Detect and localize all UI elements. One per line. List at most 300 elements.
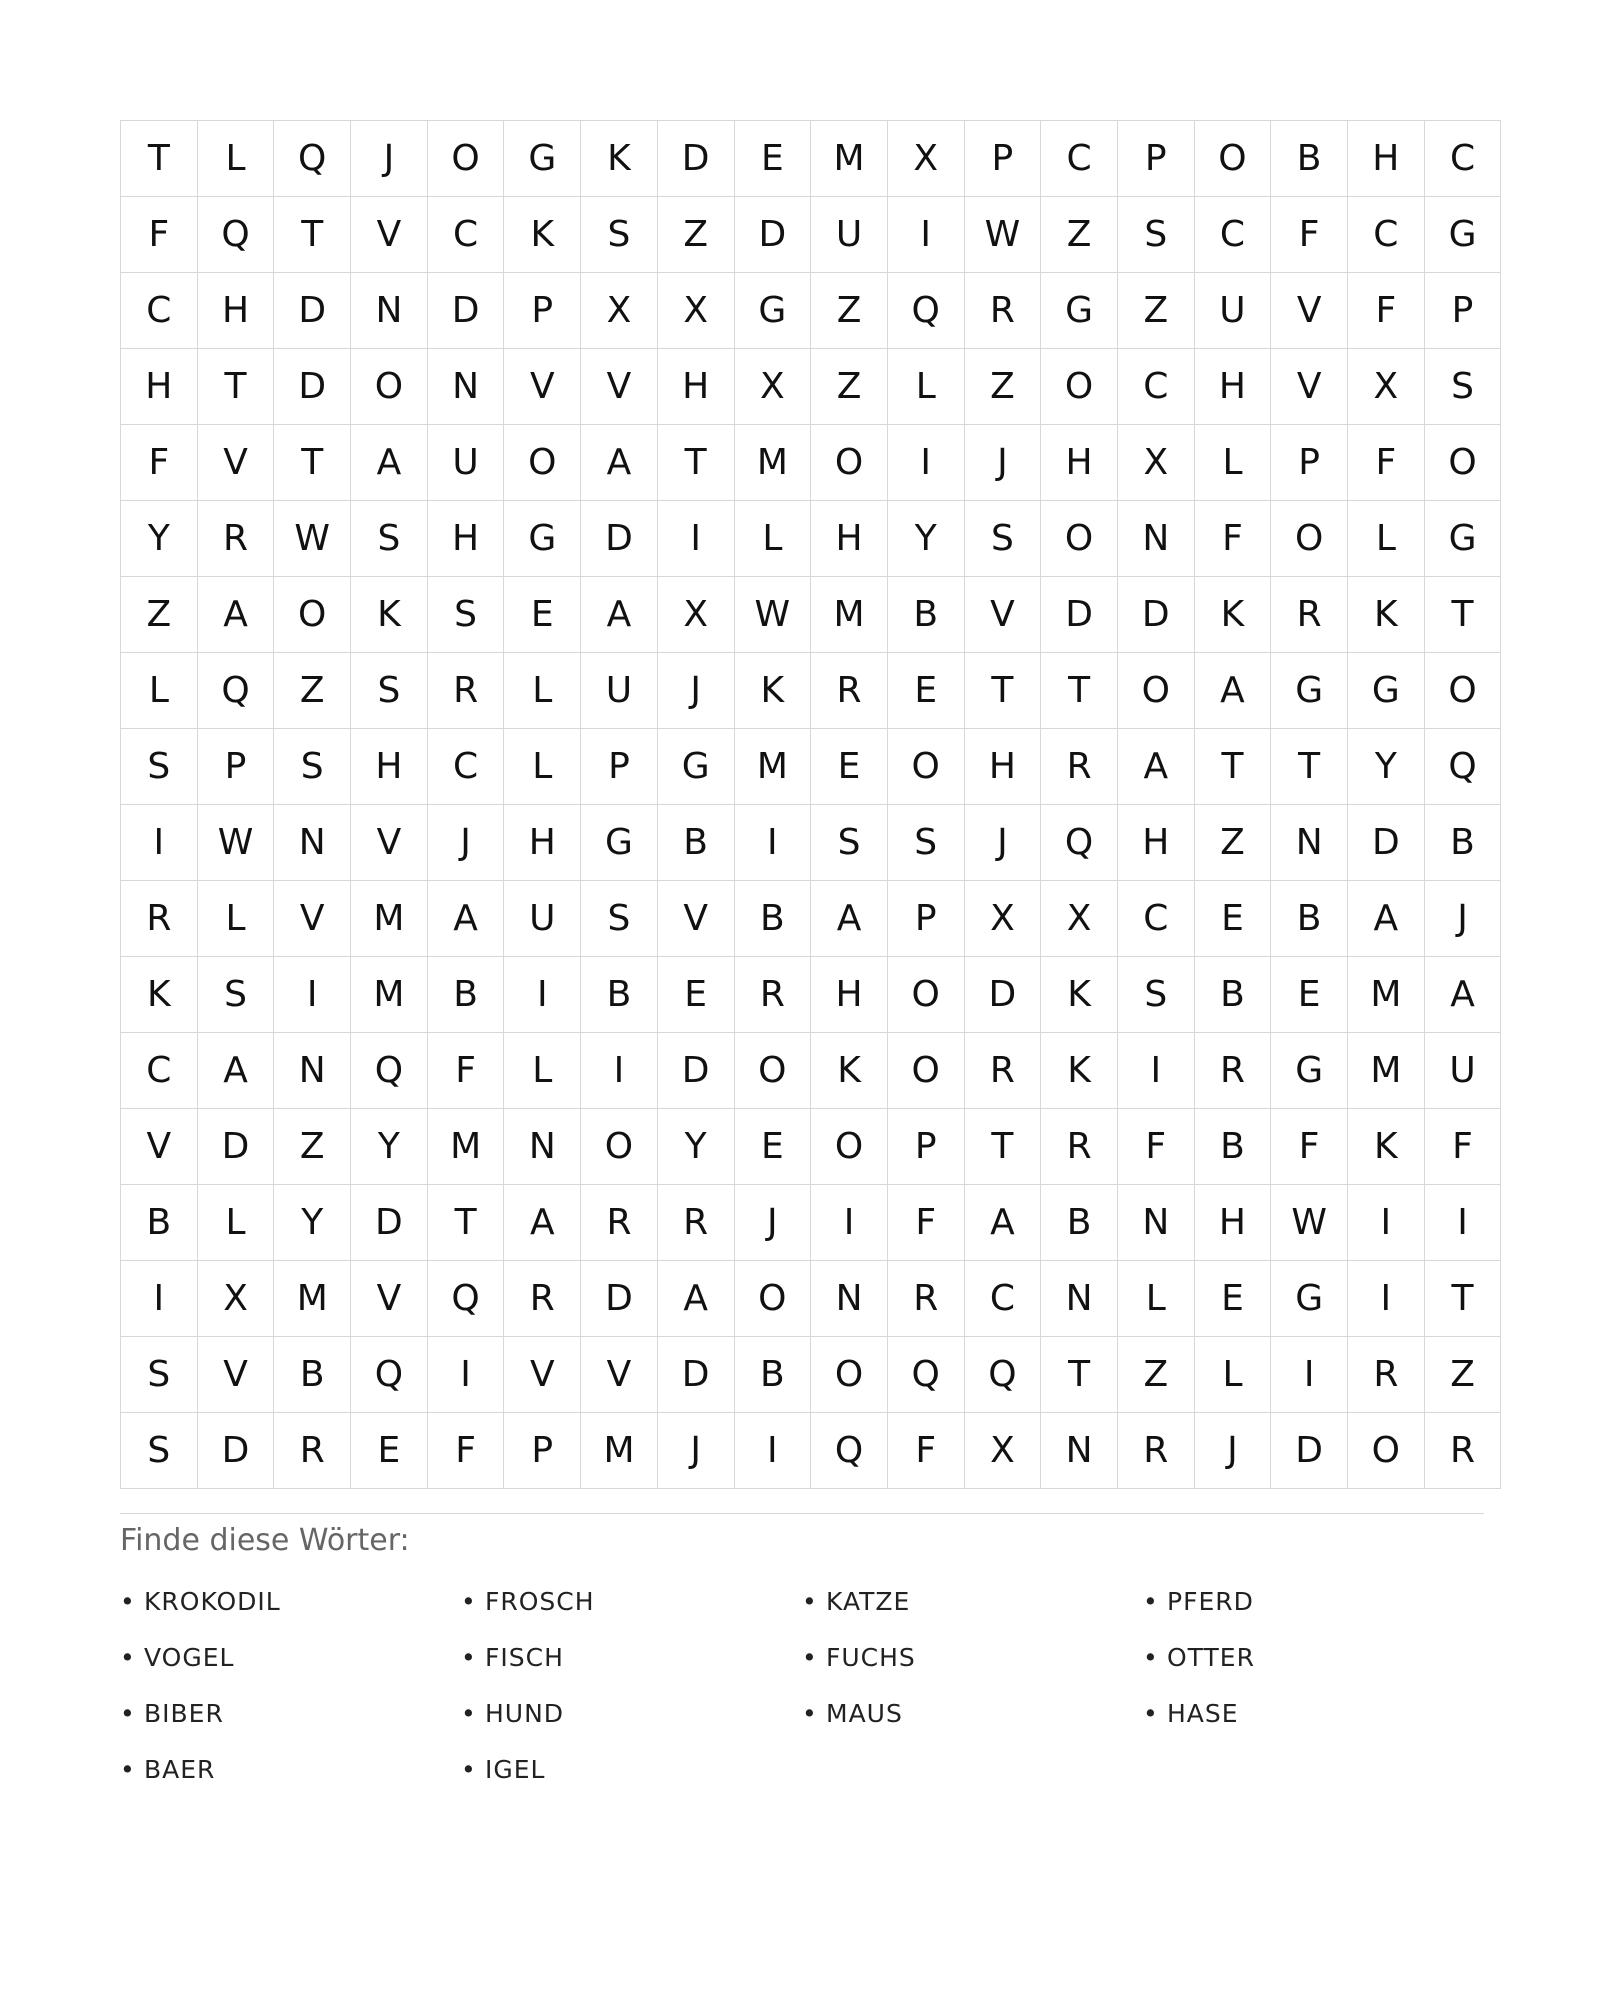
grid-cell[interactable]: P bbox=[887, 881, 964, 957]
grid-cell[interactable]: I bbox=[121, 1261, 198, 1337]
grid-cell[interactable]: Z bbox=[1117, 273, 1194, 349]
grid-cell[interactable]: L bbox=[887, 349, 964, 425]
grid-cell[interactable]: O bbox=[887, 957, 964, 1033]
grid-cell[interactable]: Y bbox=[1348, 729, 1425, 805]
grid-cell[interactable]: R bbox=[964, 1033, 1041, 1109]
grid-cell[interactable]: E bbox=[504, 577, 581, 653]
grid-cell[interactable]: S bbox=[887, 805, 964, 881]
grid-cell[interactable]: A bbox=[427, 881, 504, 957]
grid-cell[interactable]: V bbox=[1271, 273, 1348, 349]
grid-cell[interactable]: D bbox=[274, 349, 351, 425]
grid-cell[interactable]: N bbox=[274, 1033, 351, 1109]
grid-cell[interactable]: H bbox=[427, 501, 504, 577]
grid-cell[interactable]: G bbox=[1271, 653, 1348, 729]
grid-cell[interactable]: B bbox=[581, 957, 658, 1033]
grid-cell[interactable]: D bbox=[1041, 577, 1118, 653]
grid-cell[interactable]: C bbox=[1117, 349, 1194, 425]
grid-cell[interactable]: U bbox=[811, 197, 888, 273]
grid-cell[interactable]: O bbox=[1041, 501, 1118, 577]
grid-cell[interactable]: L bbox=[504, 1033, 581, 1109]
grid-cell[interactable]: R bbox=[811, 653, 888, 729]
grid-cell[interactable]: I bbox=[427, 1337, 504, 1413]
grid-cell[interactable]: B bbox=[1271, 121, 1348, 197]
grid-cell[interactable]: F bbox=[1271, 1109, 1348, 1185]
grid-cell[interactable]: F bbox=[427, 1033, 504, 1109]
grid-cell[interactable]: V bbox=[197, 425, 274, 501]
grid-cell[interactable]: C bbox=[121, 273, 198, 349]
grid-cell[interactable]: T bbox=[197, 349, 274, 425]
grid-cell[interactable]: H bbox=[351, 729, 428, 805]
grid-cell[interactable]: H bbox=[197, 273, 274, 349]
grid-cell[interactable]: F bbox=[121, 197, 198, 273]
grid-cell[interactable]: L bbox=[197, 881, 274, 957]
grid-cell[interactable]: N bbox=[1117, 1185, 1194, 1261]
grid-cell[interactable]: D bbox=[1348, 805, 1425, 881]
grid-cell[interactable]: X bbox=[657, 273, 734, 349]
grid-cell[interactable]: J bbox=[657, 1413, 734, 1489]
grid-cell[interactable]: L bbox=[1194, 1337, 1271, 1413]
grid-cell[interactable]: U bbox=[504, 881, 581, 957]
grid-cell[interactable]: T bbox=[657, 425, 734, 501]
grid-cell[interactable]: C bbox=[1041, 121, 1118, 197]
grid-cell[interactable]: R bbox=[657, 1185, 734, 1261]
grid-cell[interactable]: P bbox=[1271, 425, 1348, 501]
grid-cell[interactable]: O bbox=[1424, 425, 1501, 501]
grid-cell[interactable]: O bbox=[427, 121, 504, 197]
grid-cell[interactable]: Q bbox=[197, 653, 274, 729]
grid-cell[interactable]: F bbox=[1348, 273, 1425, 349]
grid-cell[interactable]: W bbox=[1271, 1185, 1348, 1261]
grid-cell[interactable]: B bbox=[1424, 805, 1501, 881]
grid-cell[interactable]: Z bbox=[1041, 197, 1118, 273]
grid-cell[interactable]: O bbox=[811, 1337, 888, 1413]
grid-cell[interactable]: W bbox=[734, 577, 811, 653]
grid-cell[interactable]: I bbox=[581, 1033, 658, 1109]
grid-cell[interactable]: A bbox=[1194, 653, 1271, 729]
grid-cell[interactable]: H bbox=[1117, 805, 1194, 881]
grid-cell[interactable]: H bbox=[1194, 1185, 1271, 1261]
grid-cell[interactable]: F bbox=[1194, 501, 1271, 577]
grid-cell[interactable]: D bbox=[581, 1261, 658, 1337]
grid-cell[interactable]: G bbox=[504, 501, 581, 577]
grid-cell[interactable]: L bbox=[504, 653, 581, 729]
grid-cell[interactable]: C bbox=[1348, 197, 1425, 273]
grid-cell[interactable]: T bbox=[274, 425, 351, 501]
grid-cell[interactable]: G bbox=[504, 121, 581, 197]
grid-cell[interactable]: V bbox=[274, 881, 351, 957]
grid-cell[interactable]: R bbox=[427, 653, 504, 729]
grid-cell[interactable]: Z bbox=[657, 197, 734, 273]
grid-cell[interactable]: A bbox=[351, 425, 428, 501]
grid-cell[interactable]: Q bbox=[887, 1337, 964, 1413]
grid-cell[interactable]: X bbox=[1117, 425, 1194, 501]
grid-cell[interactable]: H bbox=[811, 957, 888, 1033]
grid-cell[interactable]: D bbox=[427, 273, 504, 349]
grid-cell[interactable]: Q bbox=[1424, 729, 1501, 805]
grid-cell[interactable]: D bbox=[581, 501, 658, 577]
grid-cell[interactable]: O bbox=[734, 1261, 811, 1337]
grid-cell[interactable]: C bbox=[121, 1033, 198, 1109]
grid-cell[interactable]: S bbox=[351, 653, 428, 729]
grid-cell[interactable]: J bbox=[964, 425, 1041, 501]
grid-cell[interactable]: O bbox=[887, 729, 964, 805]
grid-cell[interactable]: W bbox=[197, 805, 274, 881]
grid-cell[interactable]: F bbox=[427, 1413, 504, 1489]
grid-cell[interactable]: V bbox=[504, 1337, 581, 1413]
grid-cell[interactable]: J bbox=[351, 121, 428, 197]
grid-cell[interactable]: V bbox=[351, 197, 428, 273]
grid-cell[interactable]: R bbox=[581, 1185, 658, 1261]
grid-cell[interactable]: I bbox=[811, 1185, 888, 1261]
grid-cell[interactable]: Y bbox=[121, 501, 198, 577]
grid-cell[interactable]: L bbox=[1348, 501, 1425, 577]
grid-cell[interactable]: U bbox=[1424, 1033, 1501, 1109]
grid-cell[interactable]: I bbox=[734, 1413, 811, 1489]
grid-cell[interactable]: P bbox=[1424, 273, 1501, 349]
grid-cell[interactable]: Q bbox=[351, 1033, 428, 1109]
grid-cell[interactable]: K bbox=[504, 197, 581, 273]
grid-cell[interactable]: E bbox=[1271, 957, 1348, 1033]
grid-cell[interactable]: T bbox=[964, 1109, 1041, 1185]
grid-cell[interactable]: O bbox=[811, 1109, 888, 1185]
grid-cell[interactable]: G bbox=[1041, 273, 1118, 349]
grid-cell[interactable]: S bbox=[581, 197, 658, 273]
grid-cell[interactable]: T bbox=[1194, 729, 1271, 805]
grid-cell[interactable]: Q bbox=[887, 273, 964, 349]
grid-cell[interactable]: R bbox=[1041, 729, 1118, 805]
grid-cell[interactable]: A bbox=[197, 1033, 274, 1109]
grid-cell[interactable]: A bbox=[197, 577, 274, 653]
grid-cell[interactable]: T bbox=[121, 121, 198, 197]
grid-cell[interactable]: I bbox=[1271, 1337, 1348, 1413]
grid-cell[interactable]: P bbox=[964, 121, 1041, 197]
grid-cell[interactable]: A bbox=[581, 425, 658, 501]
grid-cell[interactable]: K bbox=[811, 1033, 888, 1109]
grid-cell[interactable]: T bbox=[1271, 729, 1348, 805]
grid-cell[interactable]: X bbox=[964, 881, 1041, 957]
grid-cell[interactable]: Q bbox=[351, 1337, 428, 1413]
grid-cell[interactable]: X bbox=[581, 273, 658, 349]
grid-cell[interactable]: D bbox=[657, 1337, 734, 1413]
grid-cell[interactable]: S bbox=[1424, 349, 1501, 425]
grid-cell[interactable]: G bbox=[1424, 501, 1501, 577]
grid-cell[interactable]: B bbox=[1041, 1185, 1118, 1261]
grid-cell[interactable]: I bbox=[1424, 1185, 1501, 1261]
grid-cell[interactable]: L bbox=[504, 729, 581, 805]
grid-cell[interactable]: F bbox=[121, 425, 198, 501]
grid-cell[interactable]: E bbox=[811, 729, 888, 805]
grid-cell[interactable]: S bbox=[964, 501, 1041, 577]
grid-cell[interactable]: I bbox=[121, 805, 198, 881]
grid-cell[interactable]: A bbox=[964, 1185, 1041, 1261]
grid-cell[interactable]: V bbox=[121, 1109, 198, 1185]
grid-cell[interactable]: M bbox=[1348, 957, 1425, 1033]
grid-cell[interactable]: U bbox=[427, 425, 504, 501]
grid-cell[interactable]: O bbox=[1424, 653, 1501, 729]
grid-cell[interactable]: Z bbox=[121, 577, 198, 653]
grid-cell[interactable]: Q bbox=[197, 197, 274, 273]
grid-cell[interactable]: N bbox=[1041, 1261, 1118, 1337]
grid-cell[interactable]: S bbox=[121, 1413, 198, 1489]
grid-cell[interactable]: X bbox=[657, 577, 734, 653]
grid-cell[interactable]: K bbox=[1194, 577, 1271, 653]
grid-cell[interactable]: F bbox=[887, 1413, 964, 1489]
grid-cell[interactable]: R bbox=[274, 1413, 351, 1489]
grid-cell[interactable]: L bbox=[197, 121, 274, 197]
grid-cell[interactable]: Y bbox=[274, 1185, 351, 1261]
grid-cell[interactable]: O bbox=[504, 425, 581, 501]
grid-cell[interactable]: K bbox=[1348, 1109, 1425, 1185]
grid-cell[interactable]: J bbox=[657, 653, 734, 729]
grid-cell[interactable]: V bbox=[581, 349, 658, 425]
grid-cell[interactable]: N bbox=[811, 1261, 888, 1337]
grid-cell[interactable]: M bbox=[351, 881, 428, 957]
grid-cell[interactable]: P bbox=[581, 729, 658, 805]
grid-cell[interactable]: D bbox=[734, 197, 811, 273]
grid-cell[interactable]: E bbox=[1194, 1261, 1271, 1337]
grid-cell[interactable]: O bbox=[1041, 349, 1118, 425]
grid-cell[interactable]: S bbox=[811, 805, 888, 881]
grid-cell[interactable]: I bbox=[657, 501, 734, 577]
grid-cell[interactable]: F bbox=[1424, 1109, 1501, 1185]
grid-cell[interactable]: Q bbox=[964, 1337, 1041, 1413]
grid-cell[interactable]: U bbox=[581, 653, 658, 729]
grid-cell[interactable]: D bbox=[1117, 577, 1194, 653]
grid-cell[interactable]: S bbox=[197, 957, 274, 1033]
grid-cell[interactable]: S bbox=[274, 729, 351, 805]
grid-cell[interactable]: A bbox=[811, 881, 888, 957]
grid-cell[interactable]: K bbox=[1041, 1033, 1118, 1109]
grid-cell[interactable]: M bbox=[427, 1109, 504, 1185]
grid-cell[interactable]: H bbox=[1041, 425, 1118, 501]
grid-cell[interactable]: E bbox=[351, 1413, 428, 1489]
grid-cell[interactable]: I bbox=[887, 197, 964, 273]
grid-cell[interactable]: V bbox=[964, 577, 1041, 653]
grid-cell[interactable]: D bbox=[274, 273, 351, 349]
grid-cell[interactable]: N bbox=[1271, 805, 1348, 881]
grid-cell[interactable]: J bbox=[734, 1185, 811, 1261]
grid-cell[interactable]: J bbox=[1194, 1413, 1271, 1489]
grid-cell[interactable]: X bbox=[1348, 349, 1425, 425]
grid-cell[interactable]: P bbox=[1117, 121, 1194, 197]
grid-cell[interactable]: S bbox=[121, 729, 198, 805]
grid-cell[interactable]: D bbox=[197, 1413, 274, 1489]
grid-cell[interactable]: M bbox=[274, 1261, 351, 1337]
grid-cell[interactable]: R bbox=[964, 273, 1041, 349]
grid-cell[interactable]: M bbox=[351, 957, 428, 1033]
grid-cell[interactable]: G bbox=[581, 805, 658, 881]
grid-cell[interactable]: V bbox=[197, 1337, 274, 1413]
grid-cell[interactable]: K bbox=[1041, 957, 1118, 1033]
grid-cell[interactable]: C bbox=[964, 1261, 1041, 1337]
grid-cell[interactable]: N bbox=[1117, 501, 1194, 577]
grid-cell[interactable]: B bbox=[427, 957, 504, 1033]
grid-cell[interactable]: C bbox=[1424, 121, 1501, 197]
grid-cell[interactable]: D bbox=[197, 1109, 274, 1185]
grid-cell[interactable]: V bbox=[1271, 349, 1348, 425]
grid-cell[interactable]: Z bbox=[964, 349, 1041, 425]
grid-cell[interactable]: G bbox=[1348, 653, 1425, 729]
grid-cell[interactable]: Y bbox=[351, 1109, 428, 1185]
grid-cell[interactable]: G bbox=[1271, 1033, 1348, 1109]
grid-cell[interactable]: G bbox=[1271, 1261, 1348, 1337]
grid-cell[interactable]: A bbox=[504, 1185, 581, 1261]
grid-cell[interactable]: K bbox=[734, 653, 811, 729]
grid-cell[interactable]: Q bbox=[811, 1413, 888, 1489]
grid-cell[interactable]: E bbox=[1194, 881, 1271, 957]
grid-cell[interactable]: X bbox=[1041, 881, 1118, 957]
grid-cell[interactable]: Z bbox=[274, 653, 351, 729]
grid-cell[interactable]: R bbox=[1271, 577, 1348, 653]
grid-cell[interactable]: I bbox=[504, 957, 581, 1033]
grid-cell[interactable]: B bbox=[734, 881, 811, 957]
grid-cell[interactable]: R bbox=[1117, 1413, 1194, 1489]
grid-cell[interactable]: O bbox=[1348, 1413, 1425, 1489]
grid-cell[interactable]: X bbox=[734, 349, 811, 425]
grid-cell[interactable]: E bbox=[657, 957, 734, 1033]
grid-cell[interactable]: D bbox=[657, 121, 734, 197]
grid-cell[interactable]: T bbox=[1041, 653, 1118, 729]
grid-cell[interactable]: A bbox=[1348, 881, 1425, 957]
grid-cell[interactable]: O bbox=[274, 577, 351, 653]
grid-cell[interactable]: E bbox=[887, 653, 964, 729]
grid-cell[interactable]: S bbox=[1117, 957, 1194, 1033]
grid-cell[interactable]: G bbox=[1424, 197, 1501, 273]
grid-cell[interactable]: N bbox=[274, 805, 351, 881]
grid-cell[interactable]: Z bbox=[811, 273, 888, 349]
grid-cell[interactable]: V bbox=[351, 1261, 428, 1337]
grid-cell[interactable]: H bbox=[657, 349, 734, 425]
grid-cell[interactable]: O bbox=[734, 1033, 811, 1109]
grid-cell[interactable]: S bbox=[581, 881, 658, 957]
grid-cell[interactable]: H bbox=[1194, 349, 1271, 425]
grid-cell[interactable]: W bbox=[964, 197, 1041, 273]
grid-cell[interactable]: F bbox=[1271, 197, 1348, 273]
grid-cell[interactable]: T bbox=[274, 197, 351, 273]
grid-cell[interactable]: L bbox=[1117, 1261, 1194, 1337]
grid-cell[interactable]: Z bbox=[1117, 1337, 1194, 1413]
grid-cell[interactable]: K bbox=[121, 957, 198, 1033]
grid-cell[interactable]: C bbox=[427, 729, 504, 805]
grid-cell[interactable]: H bbox=[811, 501, 888, 577]
grid-cell[interactable]: J bbox=[964, 805, 1041, 881]
grid-cell[interactable]: C bbox=[1194, 197, 1271, 273]
grid-cell[interactable]: R bbox=[197, 501, 274, 577]
grid-cell[interactable]: M bbox=[581, 1413, 658, 1489]
grid-cell[interactable]: M bbox=[734, 729, 811, 805]
grid-cell[interactable]: B bbox=[887, 577, 964, 653]
grid-cell[interactable]: O bbox=[351, 349, 428, 425]
grid-cell[interactable]: C bbox=[1117, 881, 1194, 957]
grid-cell[interactable]: K bbox=[351, 577, 428, 653]
grid-cell[interactable]: O bbox=[1271, 501, 1348, 577]
grid-cell[interactable]: F bbox=[887, 1185, 964, 1261]
grid-cell[interactable]: A bbox=[657, 1261, 734, 1337]
grid-cell[interactable]: B bbox=[1194, 957, 1271, 1033]
grid-cell[interactable]: V bbox=[504, 349, 581, 425]
grid-cell[interactable]: L bbox=[121, 653, 198, 729]
grid-cell[interactable]: R bbox=[504, 1261, 581, 1337]
grid-cell[interactable]: B bbox=[734, 1337, 811, 1413]
grid-cell[interactable]: Z bbox=[1424, 1337, 1501, 1413]
grid-cell[interactable]: P bbox=[197, 729, 274, 805]
grid-cell[interactable]: T bbox=[964, 653, 1041, 729]
grid-cell[interactable]: P bbox=[504, 1413, 581, 1489]
grid-cell[interactable]: B bbox=[274, 1337, 351, 1413]
grid-cell[interactable]: O bbox=[1117, 653, 1194, 729]
grid-cell[interactable]: R bbox=[1041, 1109, 1118, 1185]
grid-cell[interactable]: T bbox=[1041, 1337, 1118, 1413]
grid-cell[interactable]: H bbox=[1348, 121, 1425, 197]
grid-cell[interactable]: Z bbox=[811, 349, 888, 425]
grid-cell[interactable]: F bbox=[1348, 425, 1425, 501]
grid-cell[interactable]: Z bbox=[274, 1109, 351, 1185]
grid-cell[interactable]: O bbox=[887, 1033, 964, 1109]
grid-cell[interactable]: V bbox=[657, 881, 734, 957]
grid-cell[interactable]: N bbox=[427, 349, 504, 425]
grid-cell[interactable]: X bbox=[887, 121, 964, 197]
grid-cell[interactable]: I bbox=[734, 805, 811, 881]
grid-cell[interactable]: D bbox=[1271, 1413, 1348, 1489]
grid-cell[interactable]: V bbox=[351, 805, 428, 881]
grid-cell[interactable]: G bbox=[657, 729, 734, 805]
grid-cell[interactable]: Y bbox=[887, 501, 964, 577]
grid-cell[interactable]: H bbox=[964, 729, 1041, 805]
grid-cell[interactable]: A bbox=[1424, 957, 1501, 1033]
grid-cell[interactable]: S bbox=[351, 501, 428, 577]
grid-cell[interactable]: A bbox=[1117, 729, 1194, 805]
grid-cell[interactable]: V bbox=[581, 1337, 658, 1413]
grid-cell[interactable]: M bbox=[811, 121, 888, 197]
grid-cell[interactable]: D bbox=[657, 1033, 734, 1109]
grid-cell[interactable]: S bbox=[121, 1337, 198, 1413]
grid-cell[interactable]: X bbox=[964, 1413, 1041, 1489]
grid-cell[interactable]: L bbox=[197, 1185, 274, 1261]
grid-cell[interactable]: M bbox=[1348, 1033, 1425, 1109]
grid-cell[interactable]: K bbox=[1348, 577, 1425, 653]
grid-cell[interactable]: W bbox=[274, 501, 351, 577]
grid-cell[interactable]: L bbox=[734, 501, 811, 577]
grid-cell[interactable]: I bbox=[887, 425, 964, 501]
grid-cell[interactable]: S bbox=[1117, 197, 1194, 273]
grid-cell[interactable]: B bbox=[657, 805, 734, 881]
grid-cell[interactable]: O bbox=[581, 1109, 658, 1185]
grid-cell[interactable]: S bbox=[427, 577, 504, 653]
grid-cell[interactable]: R bbox=[1348, 1337, 1425, 1413]
grid-cell[interactable]: D bbox=[351, 1185, 428, 1261]
grid-cell[interactable]: D bbox=[964, 957, 1041, 1033]
grid-cell[interactable]: O bbox=[811, 425, 888, 501]
grid-cell[interactable]: I bbox=[1117, 1033, 1194, 1109]
grid-cell[interactable]: T bbox=[1424, 577, 1501, 653]
grid-cell[interactable]: R bbox=[121, 881, 198, 957]
grid-cell[interactable]: E bbox=[734, 121, 811, 197]
grid-cell[interactable]: U bbox=[1194, 273, 1271, 349]
grid-cell[interactable]: J bbox=[1424, 881, 1501, 957]
grid-cell[interactable]: Z bbox=[1194, 805, 1271, 881]
grid-cell[interactable]: E bbox=[734, 1109, 811, 1185]
grid-cell[interactable]: R bbox=[734, 957, 811, 1033]
grid-cell[interactable]: G bbox=[734, 273, 811, 349]
grid-cell[interactable]: H bbox=[504, 805, 581, 881]
grid-cell[interactable]: T bbox=[427, 1185, 504, 1261]
grid-cell[interactable]: Q bbox=[274, 121, 351, 197]
grid-cell[interactable]: N bbox=[504, 1109, 581, 1185]
grid-cell[interactable]: C bbox=[427, 197, 504, 273]
grid-cell[interactable]: I bbox=[274, 957, 351, 1033]
grid-cell[interactable]: Y bbox=[657, 1109, 734, 1185]
grid-cell[interactable]: P bbox=[504, 273, 581, 349]
